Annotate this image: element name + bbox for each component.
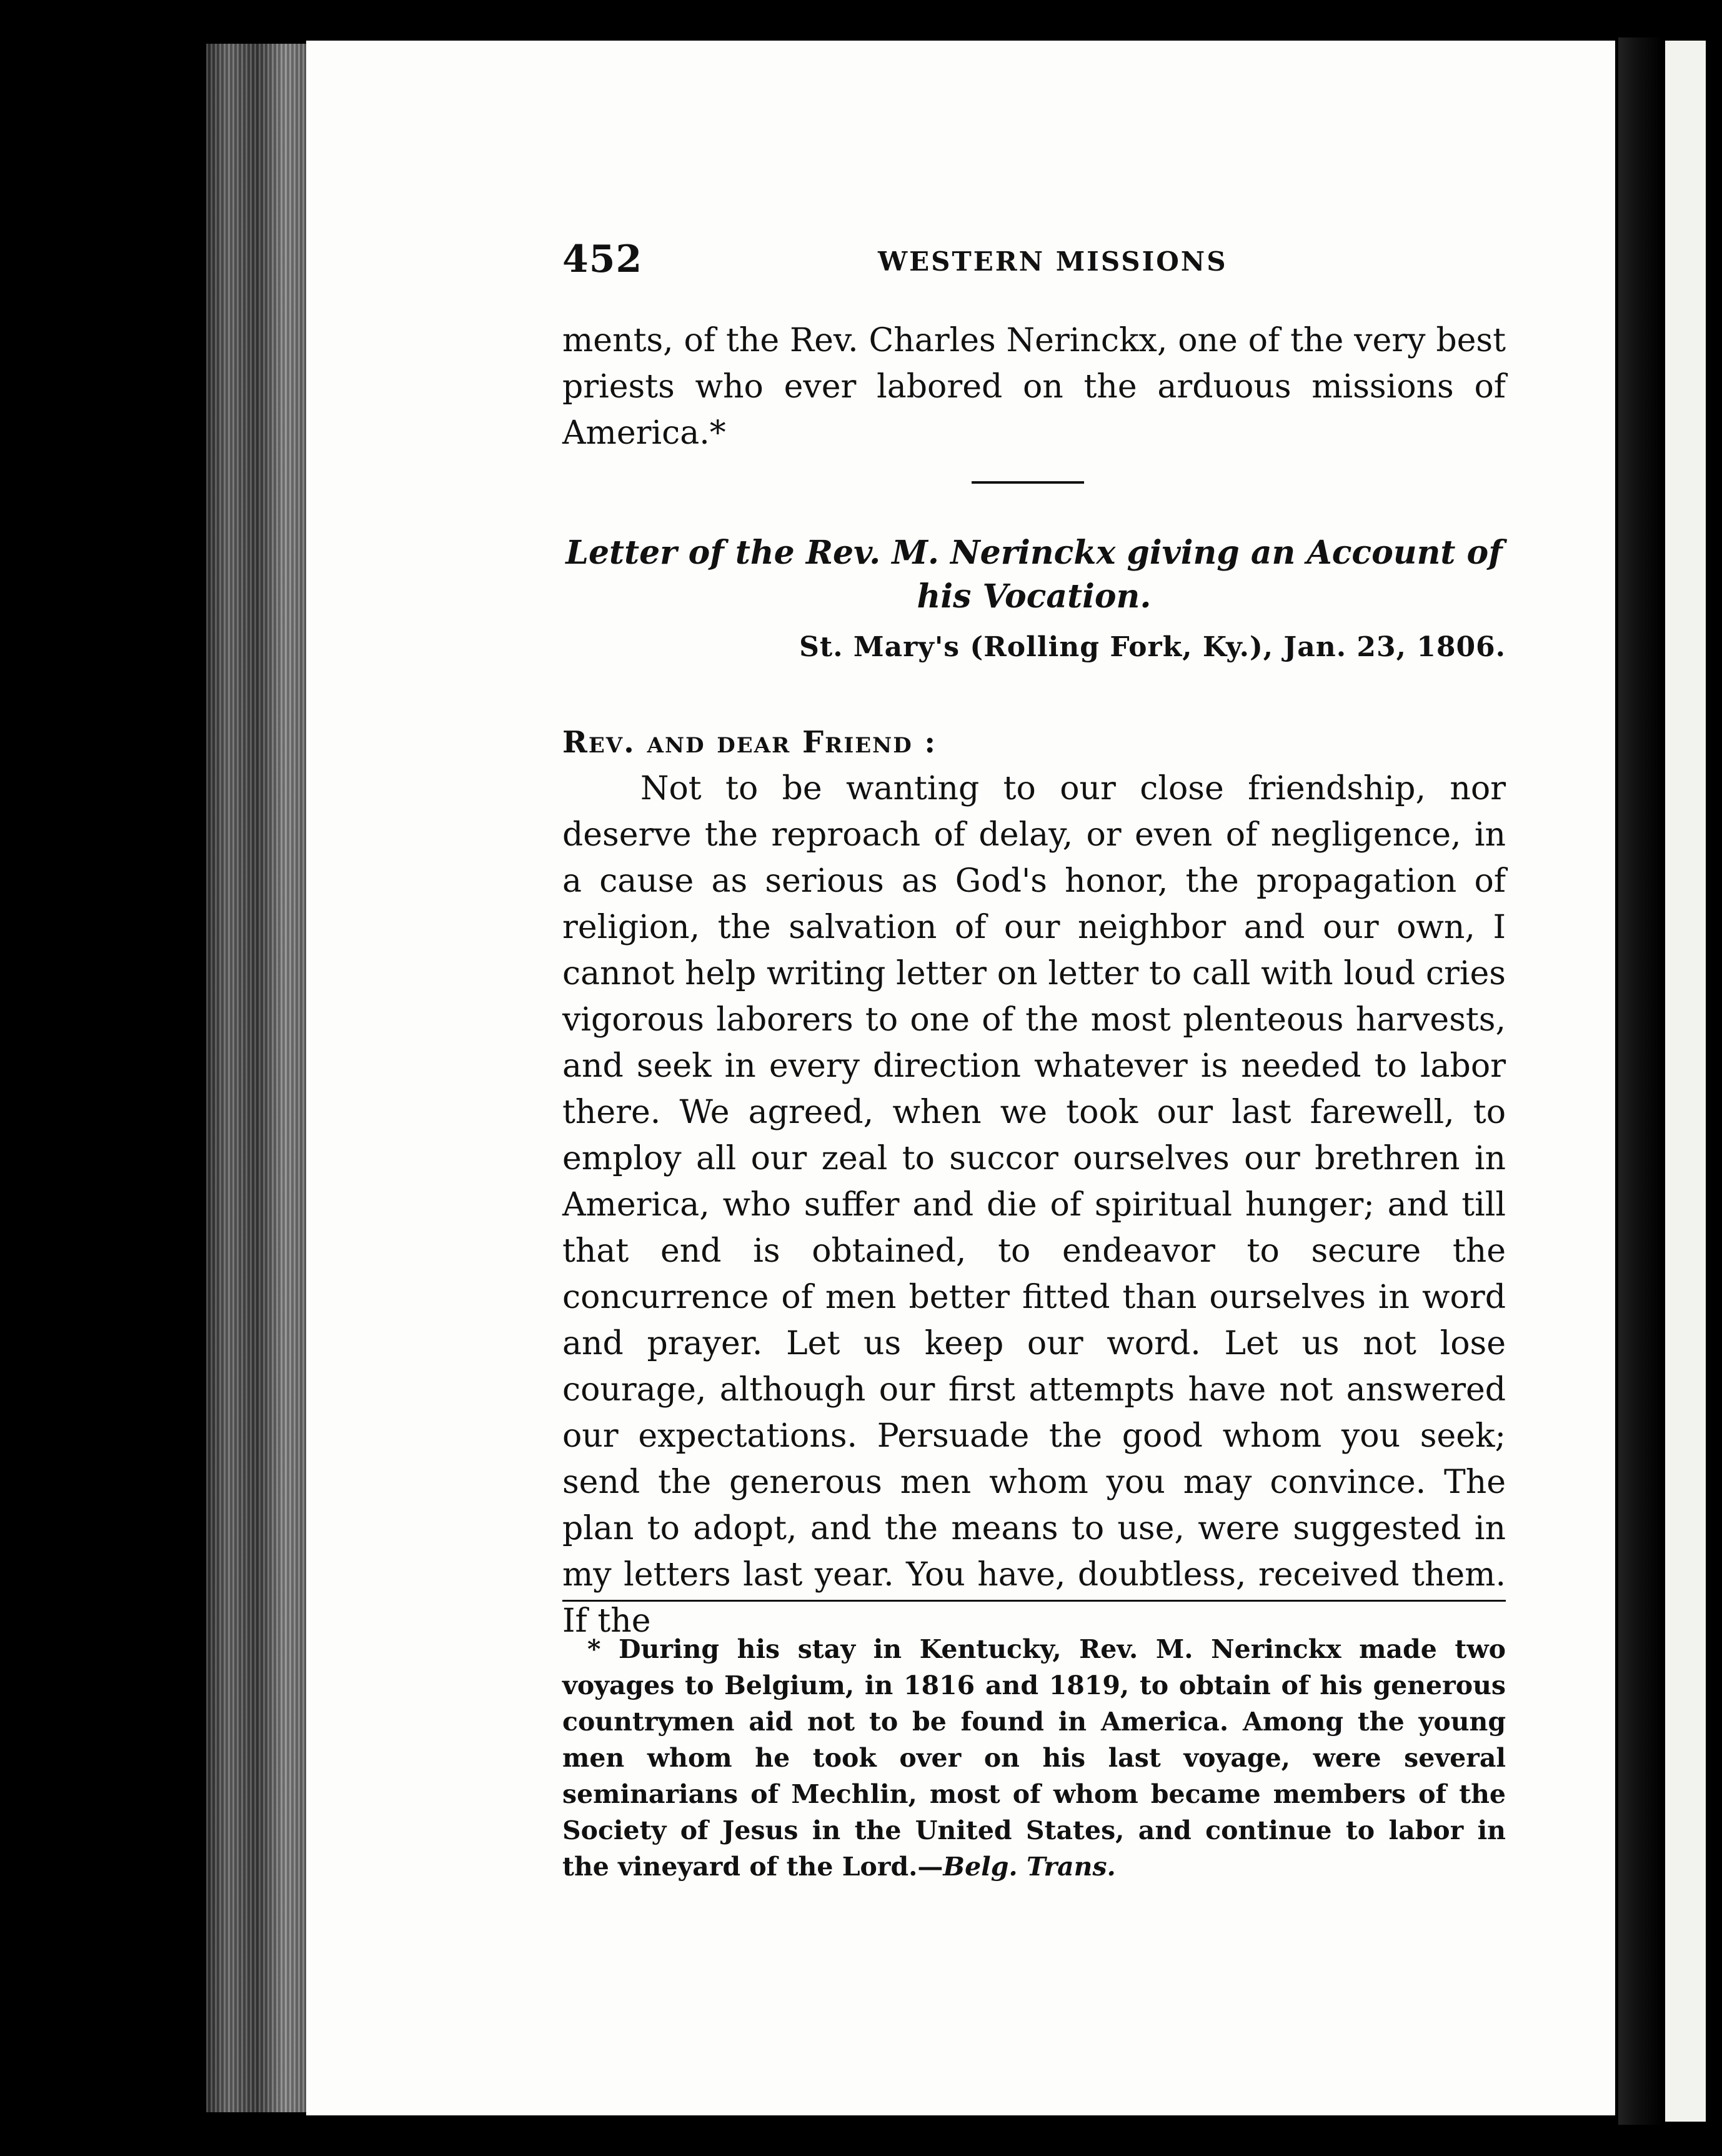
running-head bbox=[562, 237, 1506, 287]
running-title: WESTERN MISSIONS bbox=[878, 246, 1228, 277]
text-block bbox=[562, 225, 1506, 1937]
page-number: 452 bbox=[562, 237, 643, 281]
footnote-rule bbox=[562, 1600, 1506, 1602]
opening-paragraph: ments, of the Rev. Charles Nerinckx, one of the very best priests who ever labored on the arduous missions of America.* bbox=[562, 322, 1506, 452]
letter-salutation: Rev. and dear Friend : bbox=[562, 725, 937, 760]
footnote bbox=[562, 1631, 1506, 1885]
letter-body: Not to be wanting to our close friendship, nor deserve the reproach of delay, or even of negligence, in a cause as serious as God's honor, the propagation of religion, the salvation of our neighbor and our own, I cannot help writing letter on letter to call with loud cries vigorous laborers to one of the most plenteous harvests, and seek in every direction whatever is needed to labor there. We agreed, when we took our last farewell, to employ all our zeal to succor ourselves our brethren in America, who suffer and die of spiritual hunger; and till that end is obtained, to endeavor to secure the concurrence of men better fitted than ourselves in word and prayer. Let us keep our word. Let us not lose courage, although our first attempts have not answered our expectations. Persuade the good whom you seek; send the generous men whom you may convince. The plan to adopt, and the means to use, were suggested in my letters last year. You have, doubtless, received them. If the bbox=[562, 770, 1506, 1640]
letter-dateline: St. Mary's (Rolling Fork, Ky.), Jan. 23, 1806. bbox=[799, 631, 1506, 663]
letter-title: Letter of the Rev. M. Nerinckx giving an Account of his Vocation. bbox=[565, 534, 1503, 616]
section-divider bbox=[972, 481, 1084, 484]
footnote-attribution: Belg. Trans. bbox=[943, 1852, 1116, 1882]
facing-page-edge bbox=[1665, 41, 1706, 2122]
footnote-text: * During his stay in Kentucky, Rev. M. Nerinckx made two voyages to Belgium, in 1816 and 1819, to obtain of his generous countrymen aid not to be found in America. Among the young men whom he took over on his last voyage, were several seminarians of Mechlin, most of whom became members of the Society of Jesus in the United States, and continue to labor in the vineyard of the Lord.— bbox=[562, 1634, 1506, 1882]
gutter-shadow bbox=[1618, 37, 1662, 2125]
book-page-edges bbox=[206, 44, 319, 2112]
